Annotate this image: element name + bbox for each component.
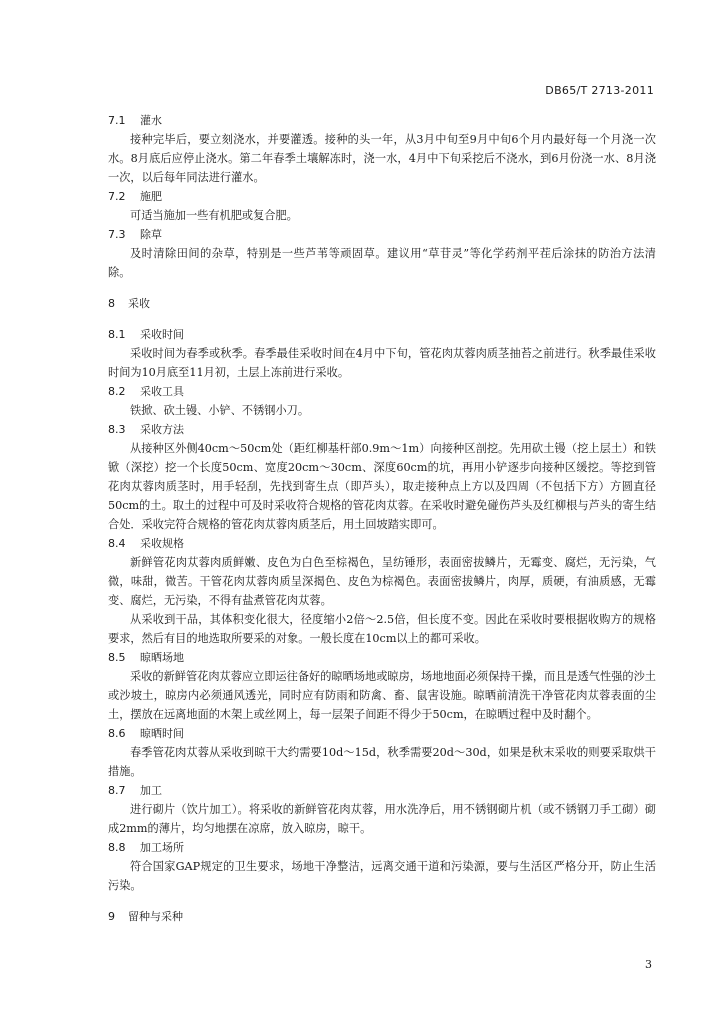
section-title: 加工场所 [140,841,184,854]
section-number: 8.3 [108,423,126,436]
section-number: 8.8 [108,841,126,854]
section-title: 采收 [128,297,150,310]
section-title: 采收规格 [140,537,184,550]
section-heading-7-2 [108,187,656,206]
section-heading-8-7 [108,781,656,800]
section-title: 除草 [140,228,162,241]
section-title: 施肥 [140,190,162,203]
section-title: 采收时间 [140,328,184,341]
paragraph: 符合国家GAP规定的卫生要求，场地干净整洁，远离交通干道和污染源，要与生活区严格分开，防止生活污染。 [108,860,656,892]
section-title: 晾晒场地 [140,651,184,664]
section-number: 9 [108,910,115,923]
section-number: 8 [108,297,115,310]
section-heading-8-1 [108,325,656,344]
section-heading-7-3 [108,225,656,244]
section-number: 8.6 [108,727,126,740]
paragraph: 可适当施加一些有机肥或复合肥。 [130,209,298,222]
paragraph: 采收时间为春季或秋季。春季最佳采收时间在4月中下旬，管花肉苁蓉肉质茎抽苔之前进行。秋季最佳采收时间为10月底至11月初，土层上冻前进行采收。 [108,347,656,379]
section-number: 8.7 [108,784,126,797]
section-number: 8.2 [108,385,126,398]
paragraph: 铁掀、砍土镘、小铲、不锈钢小刀。 [130,404,310,417]
section-number: 8.1 [108,328,126,341]
section-heading-8-3 [108,420,656,439]
paragraph: 春季管花肉苁蓉从采收到晾干大约需要10d～15d，秋季需要20d～30d，如果是秋末采收的则要采取烘干措施。 [108,746,656,778]
section-heading-8-8 [108,838,656,857]
section-number: 7.2 [108,190,126,203]
chapter-heading-9 [108,907,656,926]
document-body [108,111,656,926]
section-title: 留种与采种 [128,910,183,923]
section-number: 8.4 [108,537,126,550]
paragraph: 从接种区外侧40cm～50cm处（距红柳基杆部0.9m～1m）向接种区剖挖。先用砍土镘（挖上层土）和铁锨（深挖）挖一个长度50cm、宽度20cm～30cm、深度60cm的坑，再用小铲逐步向接种区缓挖。等挖到管花肉苁蓉肉质茎时，用手轻刮，先找到寄生点（即芦头），取走接种点上方以及四周（不包括下方）方圆直径50cm的土。取土的过程中可及时采收符合规格的管花肉苁蓉。在采收时避免碰伤芦头及红柳根与芦头的寄生结合处．采收完符合规格的管花肉苁蓉肉质茎后，用土回坡踏实即可。 [108,442,656,531]
paragraph: 进行砌片（饮片加工）。将采收的新鲜管花肉苁蓉，用水洗净后，用不锈钢砌片机（或不锈钢刀手工砌）砌成2mm的薄片，均匀地摆在凉席，放入晾房，晾干。 [108,803,656,835]
chapter-heading-8 [108,294,656,313]
section-title: 加工 [140,784,162,797]
section-heading-8-2 [108,382,656,401]
paragraph: 新鲜管花肉苁蓉肉质鲜嫩、皮色为白色至棕褐色，呈纺锤形，表面密拔鳞片，无霉变、腐烂，无污染，气微，味甜，微苦。干管花肉苁蓉肉质呈深揭色、皮色为棕褐色。表面密拔鳞片，肉厚，质硬，有油质感，无霉变、腐烂，无污染，不得有盐煮管花肉苁蓉。 [108,556,656,607]
section-heading-8-5 [108,648,656,667]
section-heading-8-4 [108,534,656,553]
paragraph: 及时清除田间的杂草，特别是一些芦苇等顽固草。建议用“草苷灵”等化学药剂平茬后涂抹的防治方法清除。 [108,247,656,279]
paragraph: 从采收到干品，其体积变化很大，径度缩小2倍～2.5倍，但长度不变。因此在采收时要根据收购方的规格要求，然后有目的地选取所要采的对象。一般长度在10cm以上的都可采收。 [108,613,656,645]
paragraph: 接种完毕后，要立刻浇水，并要灌透。接种的头一年，从3月中旬至9月中旬6个月内最好每一个月浇一次水。8月底后应停止浇水。第二年春季土壤解冻时，浇一水，4月中下旬采挖后不浇水，到6月份浇一水、8月浇一次，以后每年同法进行灌水。 [108,133,656,184]
section-title: 采收方法 [140,423,184,436]
section-title: 采收工具 [140,385,184,398]
section-number: 7.3 [108,228,126,241]
document-code: DB65/T 2713-2011 [545,84,654,97]
section-number: 7.1 [108,114,126,127]
paragraph: 采收的新鲜管花肉苁蓉应立即运往备好的晾晒场地或晾房，场地地面必须保持干操，而且是透气性强的沙土或沙坡土，晾房内必须通风透光，同时应有防雨和防禽、畜、鼠害设施。晾晒前清洗干净管花肉苁蓉表面的尘土，摆放在远离地面的木架上或丝网上，每一层架子间距不得少于50cm，在晾晒过程中及时翻个。 [108,670,656,721]
section-title: 晾晒时间 [140,727,184,740]
section-number: 8.5 [108,651,126,664]
section-heading-8-6 [108,724,656,743]
section-heading-7-1 [108,111,656,130]
section-title: 灌水 [140,114,162,127]
page-number: 3 [645,958,652,971]
